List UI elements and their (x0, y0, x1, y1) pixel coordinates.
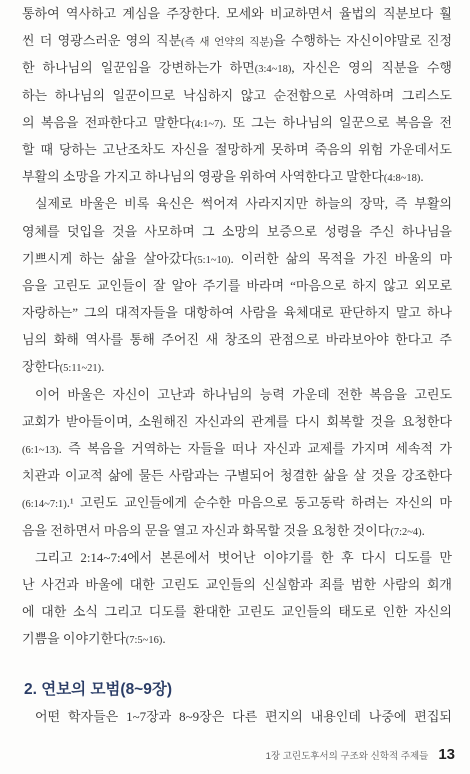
scripture-reference: (7:2~4) (390, 526, 422, 538)
paragraph (22, 703, 452, 730)
text-line: 어떤 학자들은 1~7장과 8~9장은 다른 편지의 내용인데 나중에 편집되 (35, 709, 452, 724)
text-line: 부활의 소망을 가지고 하나님의 영광을 위하여 사역한다고 말한다(4:8~18). (22, 169, 424, 185)
text-line: 교회가 받아들이며, 소원해진 자신과의 관계를 다시 회복할 것을 요청한다 (22, 413, 452, 429)
text-line: 그리고 2:14~7:4에서 본론에서 벗어난 이야기를 한 후 다시 디도를 만 (35, 549, 452, 565)
text-line: 씬 더 영광스러운 영의 직분(즉 새 언약의 직분)을 수행하는 자신이야말로 진정 (22, 33, 453, 49)
scripture-reference: (5:1~10) (193, 254, 231, 266)
text-line: 음을 전하면서 마음의 문을 열고 자신과 화목할 것을 요청한 것이다(7:2~4). (22, 522, 425, 538)
parenthetical-note: (즉 새 언약의 직분) (181, 37, 274, 49)
text-line: 기쁨을 이야기한다(7:5~16). (22, 631, 166, 647)
paragraph-continued (22, 0, 452, 190)
text-line: 의 복음을 전파한다고 말한다(4:1~7). 또 그는 하나님의 일꾼으로 복음을 전 (22, 114, 453, 130)
paragraph (22, 381, 452, 544)
running-title: 1장 고린도후서의 구조와 신학적 주제들 (265, 751, 429, 762)
text-line: 이어 바울은 자신이 고난과 하나님의 능력 가운데 전한 복음을 고린도 (35, 386, 452, 402)
text-line: 자랑하는” 그의 대적자들을 대항하여 사람을 육체대로 판단하지 말고 하나 (22, 305, 452, 321)
text-line: (6:14~7:1).¹ 고린도 교인들에게 순수한 마음으로 동고동락 하려는 자신의 마 (22, 495, 452, 511)
page-footer (266, 746, 455, 768)
section-heading: 2. 연보의 모범(8~9장) (24, 681, 172, 698)
text-line: 하는 하나님의 일꾼이므로 낙심하지 않고 순전함으로 사역하며 그리스도 (22, 87, 452, 103)
scripture-reference: (6:14~7:1) (22, 499, 67, 511)
scripture-reference: (4:8~18) (383, 173, 421, 185)
text-line: 장한다(5:11~21). (22, 359, 105, 375)
text-line: 영체를 덧입을 것을 사모하며 그 소망의 보증으로 성령을 주신 하나님을 (22, 223, 452, 239)
scripture-reference: (4:1~7) (191, 118, 223, 130)
text-line: 통하여 역사하고 계심을 주장한다. 모세와 비교하면서 율법의 직분보다 훨 (22, 6, 452, 21)
text-line: 실제로 바울은 비록 육신은 썩어져 사라지지만 하늘의 장막, 즉 부활의 (35, 196, 452, 212)
scripture-reference: (3:4~18) (254, 64, 292, 76)
text-line: 한 하나님의 일꾼임을 강변하는가 하면(3:4~18), 자신은 영의 직분을 수행 (22, 60, 452, 76)
text-line: 난 사건과 바울에 대한 고린도 교인들의 신실함과 죄를 범한 사람의 회개 (22, 576, 452, 592)
text-line: 할 때 당하는 고난조차도 자신을 절망하게 못하며 죽음의 위험 가운데서도 (22, 141, 452, 157)
body-text (22, 0, 452, 653)
scripture-reference: (6:1~13) (22, 445, 59, 456)
text-line: 음을 고린도 교인들이 잘 알아 주기를 바라며 “마음으로 하지 않고 외모로 (22, 277, 452, 293)
paragraph (22, 190, 452, 380)
scripture-reference: (7:5~16) (125, 635, 163, 647)
text-line: 님의 화해 역사를 통해 주어진 새 창조의 관점으로 바라보아야 한다고 주 (22, 332, 452, 348)
footnote-marker: ¹ (70, 496, 74, 511)
text-line: 기쁘시게 하는 삶을 살아갔다(5:1~10). 이러한 삶의 목적을 가진 바울의 마 (22, 250, 453, 266)
section-body-text (22, 703, 452, 730)
paragraph (22, 544, 452, 653)
text-line: 에 대한 소식 그리고 디도를 환대한 고린도 교인들의 태도로 인한 자신의 (22, 604, 452, 620)
page-number: 13 (438, 746, 455, 763)
text-line: 치관과 이교적 삶에 물든 사람과는 구별되어 청결한 삶을 살 것을 강조한다 (22, 468, 452, 484)
text-line: (6:1~13). 즉 복음을 거역하는 자들을 떠나 자신과 교제를 가지며 세속적 가 (22, 441, 452, 456)
scripture-reference: (5:11~21) (59, 363, 102, 375)
